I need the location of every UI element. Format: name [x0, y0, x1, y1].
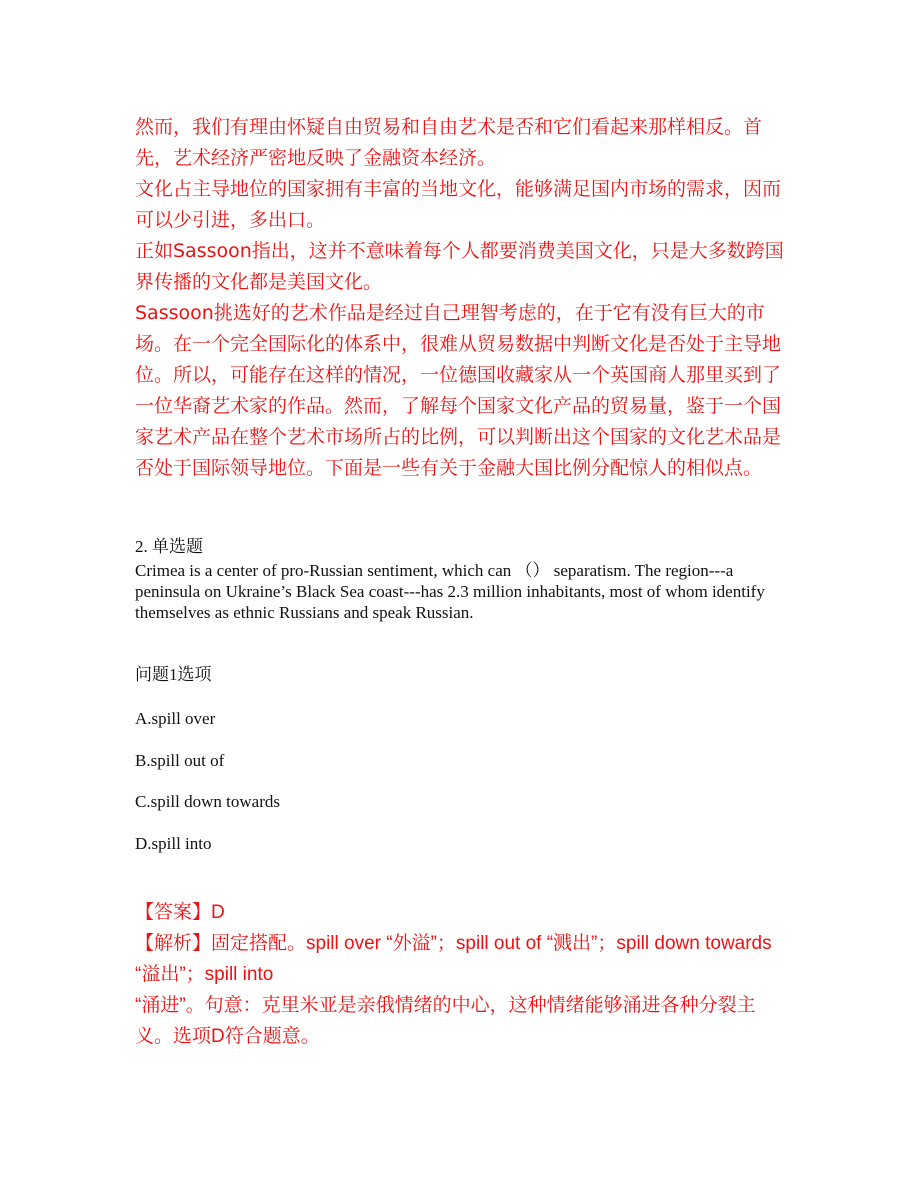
option-d: D.spill into — [135, 834, 212, 853]
intro-paragraph-1: 然而，我们有理由怀疑自由贸易和自由艺术是否和它们看起来那样相反。首先，艺术经济严密地反映了金融资本经济。 — [135, 116, 763, 169]
question-header: 2. 单选题 — [135, 537, 203, 556]
answer-section — [135, 897, 787, 1052]
answer-line: 【答案】D — [135, 902, 225, 923]
question-stem: Crimea is a center of pro-Russian sentiment, which can （） separatism. The region---a peninsula on Ukraine’s Black Sea coast---has 2.3 million inhabitants, most of whom identify themselves as ethnic Russians and speak Russian. — [135, 561, 765, 622]
options-label: 问题1选项 — [135, 665, 212, 684]
option-b: B.spill out of — [135, 751, 225, 770]
analysis-line-2: “涌进”。句意：克里米亚是亲俄情绪的中心，这种情绪能够涌进各种分裂主义。选项D符合题意。 — [135, 995, 756, 1047]
option-c: C.spill down towards — [135, 792, 280, 811]
analysis-line-1: 【解析】固定搭配。spill over “外溢”；spill out of “溅出”；spill down towards “溢出”；spill into — [135, 933, 772, 985]
option-a: A.spill over — [135, 709, 216, 728]
question-block — [135, 536, 785, 623]
intro-paragraph-3: 正如Sassoon指出，这并不意味着每个人都要消费美国文化，只是大多数跨国界传播的文化都是美国文化。 — [135, 240, 784, 293]
intro-paragraph-4: Sassoon挑选好的艺术作品是经过自己理智考虑的，在于它有没有巨大的市场。在一个完全国际化的体系中，很难从贸易数据中判断文化是否处于主导地位。所以，可能存在这样的情况，一位德国收藏家从一个英国商人那里买到了一位华裔艺术家的作品。然而，了解每个国家文化产品的贸易量，鉴于一个国家艺术产品在整个艺术市场所占的比例，可以判断出这个国家的文化艺术品是否处于国际领导地位。下面是一些有关于金融大国比例分配惊人的相似点。 — [135, 302, 782, 479]
intro-passage — [135, 112, 787, 484]
intro-paragraph-2: 文化占主导地位的国家拥有丰富的当地文化，能够满足国内市场的需求，因而可以少引进，多出口。 — [135, 178, 782, 231]
